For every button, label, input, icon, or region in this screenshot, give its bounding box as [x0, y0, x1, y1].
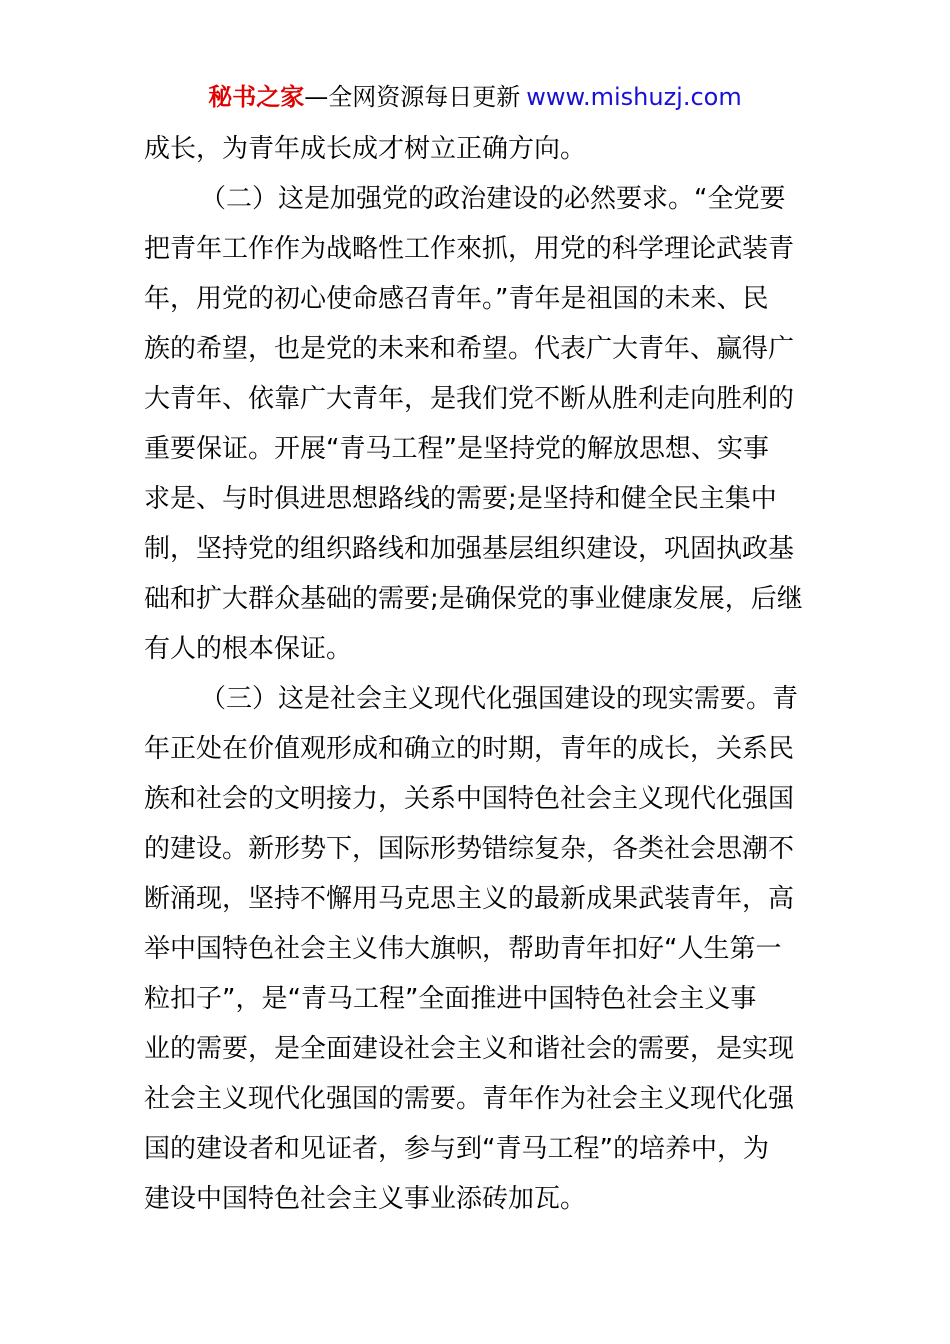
text-line: 粒扣子”，是“青马工程”全面推进中国特色社会主义事 [144, 984, 757, 1014]
text-line: 族和社会的文明接力，关系中国特色社会主义现代化强国 [144, 784, 795, 814]
paragraph-3-heading-line: （三）这是社会主义现代化强国建设的现实需要。青 [200, 684, 799, 714]
text-line: 举中国特色社会主义伟大旗帜，帮助青年扣好“人生第一 [144, 934, 782, 964]
header-url-link[interactable]: www.mishuzj.com [526, 83, 742, 111]
text-line: 年，用党的初心使命感召青年。”青年是祖国的未来、民 [144, 284, 769, 314]
text-line: 础和扩大群众基础的需要;是确保党的事业健康发展，后继 [144, 584, 803, 614]
text-line: 成长，为青年成长成才树立正确方向。 [144, 134, 587, 164]
text-line: 求是、与时俱进思想路线的需要;是坚持和健全民主集中 [144, 484, 777, 514]
paragraph-2-heading-line: （二）这是加强党的政治建设的必然要求。“全党要 [200, 184, 786, 214]
text-line: 社会主义现代化强国的需要。青年作为社会主义现代化强 [144, 1084, 795, 1114]
document-body [144, 124, 808, 1224]
text-line: 族的希望，也是党的未来和希望。代表广大青年、赢得广 [144, 334, 795, 364]
brand-name: 秘书之家 [208, 83, 305, 111]
text-line: 有人的根本保证。 [144, 634, 353, 664]
text-line: 制，坚持党的组织路线和加强基层组织建设，巩固执政基 [144, 534, 795, 564]
page-header [0, 80, 950, 114]
text-line: 的建设。新形势下，国际形势错综复杂，各类社会思潮不 [144, 834, 795, 864]
text-line: 把青年工作作为战略性工作來抓，用党的科学理论武装青 [144, 234, 795, 264]
text-line: 年正处在价值观形成和确立的时期，青年的成长，关系民 [144, 734, 795, 764]
text-line: 断涌现，坚持不懈用马克思主义的最新成果武装青年，高 [144, 884, 795, 914]
text-line: 大青年、依靠广大青年，是我们党不断从胜利走向胜利的 [144, 384, 795, 414]
text-line: 国的建设者和见证者，参与到“青马工程”的培养中，为 [144, 1134, 769, 1164]
text-line: 建设中国特色社会主义事业添砖加瓦。 [144, 1184, 587, 1214]
text-line: 重要保证。开展“青马工程”是坚持党的解放思想、实事 [144, 434, 769, 464]
header-slogan: —全网资源每日更新 [304, 83, 521, 111]
text-line: 业的需要，是全面建设社会主义和谐社会的需要，是实现 [144, 1034, 795, 1064]
